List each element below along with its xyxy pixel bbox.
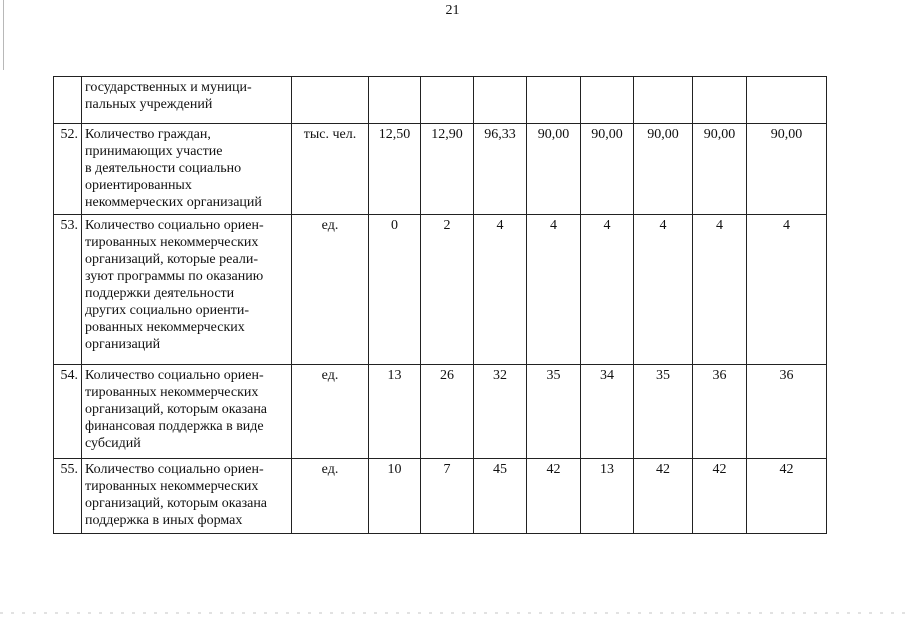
row-number-cell: 54.	[54, 365, 82, 459]
table-row	[54, 365, 827, 459]
value-cell: 4	[474, 215, 527, 365]
value-cell: 36	[693, 365, 747, 459]
table-row	[54, 77, 827, 124]
indicator-description-cell	[82, 215, 292, 365]
description-line: зуют программы по оказанию	[85, 269, 264, 284]
value-cell: 4	[634, 215, 693, 365]
description-line: Количество социально ориен-	[85, 368, 264, 383]
description-line: в деятельности социально	[85, 161, 242, 176]
value-cell: 45	[474, 459, 527, 534]
indicator-description-cell	[82, 77, 292, 124]
value-cell: 42	[527, 459, 581, 534]
indicator-description-cell	[82, 459, 292, 534]
description-line: рованных некоммерческих	[85, 320, 245, 335]
table-row	[54, 215, 827, 365]
row-number-cell: 55.	[54, 459, 82, 534]
value-cell: 90,00	[693, 124, 747, 215]
value-cell	[747, 77, 827, 124]
description-line: финансовая поддержка в виде	[85, 419, 264, 434]
value-cell: 90,00	[634, 124, 693, 215]
description-line: организаций, которым оказана	[85, 402, 268, 417]
description-line: субсидий	[85, 436, 141, 451]
value-cell: 35	[527, 365, 581, 459]
description-line: принимающих участие	[85, 144, 223, 159]
value-cell: 42	[693, 459, 747, 534]
value-cell: 90,00	[527, 124, 581, 215]
page-number: 21	[445, 3, 460, 18]
description-line: Количество социально ориен-	[85, 462, 264, 477]
row-number-cell: 52.	[54, 124, 82, 215]
value-cell: 0	[369, 215, 421, 365]
unit-cell: ед.	[292, 215, 369, 365]
description-line: организаций	[85, 337, 161, 352]
row-number-cell	[54, 77, 82, 124]
description-line: тированных некоммерческих	[85, 479, 259, 494]
description-line: некоммерческих организаций	[85, 195, 262, 210]
description-line: ориентированных	[85, 178, 192, 193]
description-line: Количество граждан,	[85, 127, 211, 142]
value-cell: 90,00	[581, 124, 634, 215]
unit-cell: ед.	[292, 365, 369, 459]
value-cell: 12,90	[421, 124, 474, 215]
unit-cell	[292, 77, 369, 124]
value-cell: 34	[581, 365, 634, 459]
value-cell: 36	[747, 365, 827, 459]
scan-noise-strip	[0, 612, 905, 614]
value-cell	[474, 77, 527, 124]
unit-cell: тыс. чел.	[292, 124, 369, 215]
value-cell: 42	[747, 459, 827, 534]
value-cell: 4	[581, 215, 634, 365]
description-line: государственных и муници-	[85, 80, 252, 95]
description-line: организаций, которые реали-	[85, 252, 258, 267]
description-line: организаций, которым оказана	[85, 496, 268, 511]
description-line: других социально ориенти-	[85, 303, 250, 318]
value-cell: 7	[421, 459, 474, 534]
description-line: тированных некоммерческих	[85, 235, 259, 250]
table-row	[54, 124, 827, 215]
indicator-description-cell	[82, 124, 292, 215]
value-cell: 35	[634, 365, 693, 459]
description-line: поддержки деятельности	[85, 286, 235, 301]
value-cell	[634, 77, 693, 124]
value-cell: 90,00	[747, 124, 827, 215]
value-cell	[421, 77, 474, 124]
value-cell: 4	[747, 215, 827, 365]
value-cell: 2	[421, 215, 474, 365]
value-cell: 26	[421, 365, 474, 459]
value-cell	[693, 77, 747, 124]
row-number-cell: 53.	[54, 215, 82, 365]
description-line: пальных учреждений	[85, 97, 213, 112]
value-cell: 96,33	[474, 124, 527, 215]
description-line: Количество социально ориен-	[85, 218, 264, 233]
description-line: тированных некоммерческих	[85, 385, 259, 400]
value-cell	[527, 77, 581, 124]
value-cell: 13	[581, 459, 634, 534]
description-line: поддержка в иных формах	[85, 513, 243, 528]
value-cell: 4	[693, 215, 747, 365]
indicators-table	[53, 76, 827, 534]
table-row	[54, 459, 827, 534]
indicator-description-cell	[82, 365, 292, 459]
value-cell: 10	[369, 459, 421, 534]
unit-cell: ед.	[292, 459, 369, 534]
value-cell: 4	[527, 215, 581, 365]
value-cell: 42	[634, 459, 693, 534]
value-cell: 12,50	[369, 124, 421, 215]
value-cell: 13	[369, 365, 421, 459]
table-body	[54, 77, 827, 534]
value-cell	[581, 77, 634, 124]
value-cell: 32	[474, 365, 527, 459]
value-cell	[369, 77, 421, 124]
